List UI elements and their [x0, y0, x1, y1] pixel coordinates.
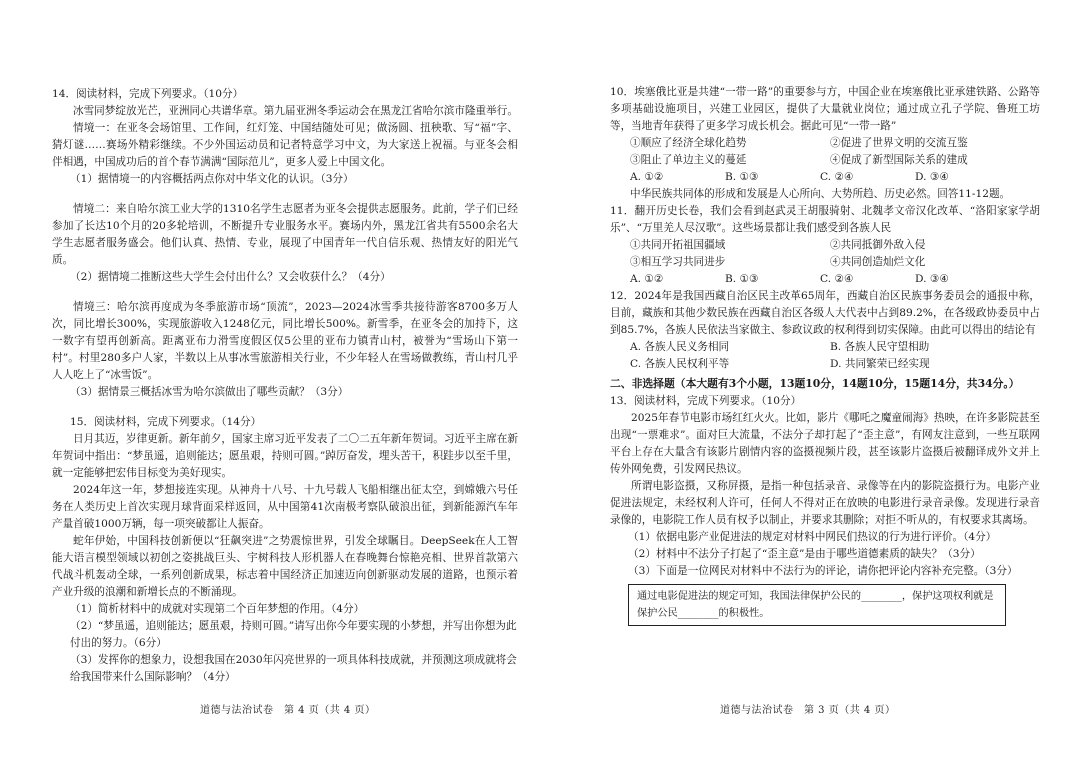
q14-scene2: 情境二：来自哈尔滨工业大学的1310名学生志愿者为亚冬会提供志愿服务。此前，学子们已经参加了长达10个月的20多轮培训，不断提升专业服务水平。赛场内外，黑龙江省共有5500余名大学生志愿者服务盛会。他们认真、热情、专业，展现了中国青年一代自信乐观、热情友好的阳光气质。 — [52, 203, 518, 266]
q12-option-a: A. 各族人民义务相同 — [630, 341, 730, 353]
q11-answer-a: A. ①② — [630, 273, 664, 285]
q10-option-3: ③阻止了单边主义的蔓延 — [630, 154, 747, 166]
q12-option-c: C. 各族人民权利平等 — [630, 358, 730, 370]
right-page-footer: 道德与法治试卷 第 3 页（共 4 页） — [720, 705, 896, 716]
q11-answer-b: B. ①③ — [725, 273, 759, 285]
q10-stem: 10．埃塞俄比亚是共建“一带一路”的重要参与方，中国企业在埃塞俄比亚承建铁路、公路等多项基础设施项目，兴建工业园区，提供了大量就业岗位；通过成立孔子学院、鲁班工坊等，当地青年获得了更多学习成长机会。据此可见“一带一路” — [610, 86, 1040, 132]
q13-para1: 2025年春节电影市场红红火火。比如，影片《哪吒之魔童闹海》热映，在许多影院甚至出现“一票难求”。面对巨大流量，不法分子却打起了“歪主意”，有网友注意到，一些互联网平台上存在大量含有该影片剧情内容的盗摄视频片段，甚至该影片盗摄后被翻译成外文并上传外网免费，引发网民热议。 — [610, 412, 1040, 475]
q10-answer-a: A. ①② — [630, 171, 664, 183]
q15-para1: 日月其迈，岁律更新。新年前夕，国家主席习近平发表了二〇二五年新年贺词。习近平主席在新年贺词中指出：“梦虽遥，追则能达；愿虽艰，持则可圆。”踔厉奋发，埋头苦干，积跬步以至千里，就一定能够把宏伟目标变为美好现实。 — [52, 433, 518, 479]
q11-stem: 11．翻开历史长卷，我们会看到赵武灵王胡服骑射、北魏孝文帝汉化改革、“洛阳家家学胡乐”、“万里羌人尽汉歌”。这些场景都让我们感受到各族人民 — [610, 205, 1040, 234]
q11-option-1: ①共同开拓祖国疆域 — [630, 239, 726, 251]
q13-sub2: （2）材料中不法分子打起了“歪主意”是由于哪些道德素质的缺失？（3分） — [628, 548, 981, 560]
q15-para3: 蛇年伊始，中国科技创新便以“狂飙突进”之势震惊世界，引发全球瞩目。DeepSeek在人工智能大语言模型领域以初创之姿挑战巨头、宇树科技人形机器人在春晚舞台惊艳亮相、世界首款第六代战斗机轰动全球，一系列创新成果，标志着中国经济正加速迈向创新驱动发展的道路，也预示着产业升级的浪潮和新增长点的不断涌现。 — [52, 535, 518, 598]
q15-title: 15．阅读材料，完成下列要求。（14分） — [70, 416, 262, 428]
q13-para2: 所谓电影盗摄，又称屏摄，是指一种包括录音、录像等在内的影院盗摄行为。电影产业促进法规定，未经权利人许可，任何人不得对正在放映的电影进行录音录像。发现进行录音录像的，电影院工作人员有权予以制止，并要求其删除；对拒不听从的，有权要求其离场。 — [610, 480, 1040, 526]
q13-sub1: （1）依据电影产业促进法的规定对材料中网民们热议的行为进行评价。（4分） — [628, 531, 997, 543]
q10-answer-c: C. ②④ — [820, 171, 854, 183]
q13-answer-box: 通过电影促进法的规定可知，我国法律保护公民的________，保护这项权利就是保护公民________的积极性。 — [628, 584, 1006, 626]
q15-sub1: （1）简析材料中的成就对实现第二个百年梦想的作用。（4分） — [70, 603, 365, 615]
q14-scene3: 情境三：哈尔滨再度成为冬季旅游市场“顶流”，2023—2024冰雪季共接待游客8700多万人次，同比增长300%，实现旅游收入1248亿元，同比增长500%。新雪季，在亚冬会的加持下，这一数字有望再创新高。距离亚布力滑雪度假区仅5公里的亚布力镇青山村，被誉为“雪场山下第一村”。村里280多户人家，半数以上从事冰雪旅游相关行业，不少年轻人在雪场做教练，青山村几乎人人吃上了“冰雪饭”。 — [52, 301, 518, 381]
q12-option-b: B. 各族人民守望相助 — [830, 341, 930, 353]
q14-sub2: （2）据情境二推断这些大学生会付出什么？又会收获什么？（4分） — [70, 271, 391, 283]
q11-option-2: ②共同抵御外敌入侵 — [830, 239, 926, 251]
q10-answers — [630, 169, 1040, 186]
right-page — [540, 0, 1080, 778]
q10-answer-d: D. ③④ — [915, 171, 949, 183]
q15-sub2: （2）“梦虽遥，追则能达；愿虽艰，持则可圆。”请写出你今年要实现的小梦想，并写出你想为此付出的努力。（6分） — [70, 620, 517, 649]
q10-options-row2 — [630, 152, 1040, 169]
q10-options-row1 — [630, 135, 1040, 152]
q11-answers — [630, 271, 1040, 288]
q10-option-1: ①顺应了经济全球化趋势 — [630, 137, 747, 149]
q14-intro: 冰雪同梦绽放光芒，亚洲同心共谱华章。第九届亚洲冬季运动会在黑龙江省哈尔滨市隆重举行。 — [73, 105, 518, 117]
q11-12-lead: 中华民族共同体的形成和发展是人心所向、大势所趋、历史必然。回答11-12题。 — [630, 188, 1011, 200]
q11-options-row2 — [630, 254, 1040, 271]
q14-sub1: （1）据情境一的内容概括两点你对中华文化的认识。（3分） — [70, 173, 354, 185]
q14-scene1: 情境一：在亚冬会场馆里、工作间，红灯笼、中国结随处可见；做汤圆、扭秧歌、写“福”字、猜灯谜……赛场外精彩继续。不少外国运动员和记者特意学习中文，为大家送上祝福。与亚冬会相伴相遇，中国成功后的首个春节满满“国际范儿”，更多人爱上中国文化。 — [52, 122, 518, 168]
q13-title: 13．阅读材料，完成下列要求。（10分） — [610, 395, 802, 407]
q14-sub3: （3）据情景三概括冰雪为哈尔滨做出了哪些贡献？（3分） — [70, 386, 349, 398]
q12-option-d: D. 共同繁荣已经实现 — [830, 358, 930, 370]
q12-stem: 12．2024年是我国西藏自治区民主改革65周年，西藏自治区民族事务委员会的通报中称，目前，藏族和其他少数民族在西藏自治区各级人大代表中占到89.2%，在各级政协委员中占到85.7%，各族人民依法当家做主、参政议政的权利得到切实保障。由此可以得出的结论有 — [610, 290, 1040, 336]
q10-option-4: ④促成了新型国际关系的建成 — [830, 154, 968, 166]
section-2-heading: 二、非选择题（本大题有3个小题，13题10分，14题10分，15题14分，共34分。） — [610, 377, 1020, 390]
q15-sub3: （3）发挥你的想象力，设想我国在2030年闪亮世界的一项具体科技成就，并预测这项成就将会给我国带来什么国际影响？（4分） — [70, 654, 517, 683]
q14-title: 14．阅读材料，完成下列要求。（10分） — [52, 88, 244, 100]
q15-para2: 2024年这一年，梦想接连实现。从神舟十八号、十九号载人飞船相继出征太空，到嫦娥六号任务在人类历史上首次实现月球背面采样返回，从中国第41次南极考察队破浪出征，到新能源汽车年产量首破1000万辆，每一项突破都让人振奋。 — [52, 484, 518, 530]
q11-answer-d: D. ③④ — [915, 273, 949, 285]
q11-option-4: ④共同创造灿烂文化 — [830, 256, 926, 268]
q10-option-2: ②促进了世界文明的交流互鉴 — [830, 137, 968, 149]
left-page-footer: 道德与法治试卷 第 4 页（共 4 页） — [200, 705, 376, 716]
q13-sub3: （3）下面是一位网民对材料中不法行为的评论，请你把评论内容补充完整。（3分） — [628, 565, 1018, 577]
q11-option-3: ③相互学习共同进步 — [630, 256, 726, 268]
q11-answer-c: C. ②④ — [820, 273, 854, 285]
q12-options-row1 — [630, 339, 1040, 356]
q12-options-row2 — [630, 356, 1040, 373]
q10-answer-b: B. ①③ — [725, 171, 759, 183]
q11-options-row1 — [630, 237, 1040, 254]
